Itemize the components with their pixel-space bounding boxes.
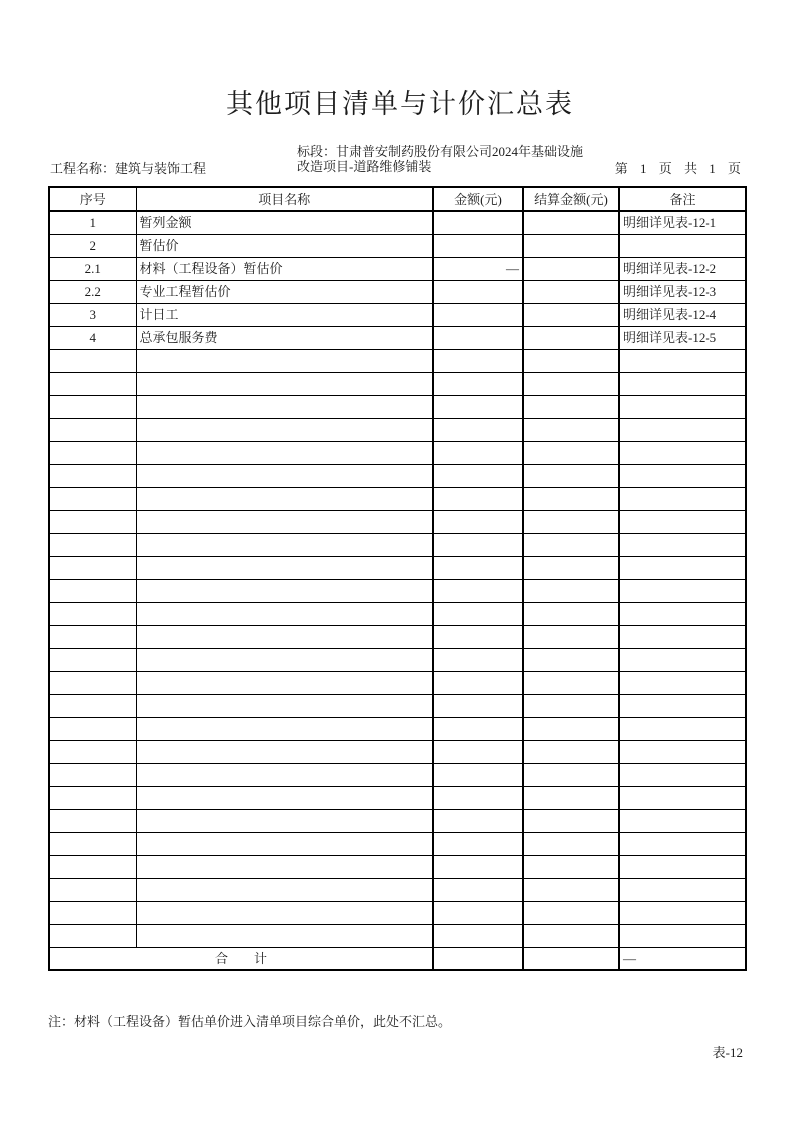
summary-table	[48, 186, 747, 971]
cell-remark	[619, 349, 746, 372]
empty-table-row	[49, 372, 746, 395]
cell-no: 2.1	[49, 257, 136, 280]
cell-amount	[433, 809, 523, 832]
cell-name	[136, 717, 433, 740]
cell-name	[136, 901, 433, 924]
cell-remark	[619, 878, 746, 901]
cell-remark	[619, 625, 746, 648]
cell-amount: —	[433, 257, 523, 280]
empty-table-row	[49, 510, 746, 533]
cell-remark	[619, 924, 746, 947]
cell-remark	[619, 832, 746, 855]
cell-name	[136, 510, 433, 533]
cell-no: 4	[49, 326, 136, 349]
col-header-remark: 备注	[619, 187, 746, 211]
cell-settlement	[523, 924, 619, 947]
project-name-label: 工程名称：建筑与装饰工程	[50, 161, 207, 176]
empty-table-row	[49, 878, 746, 901]
cell-remark	[619, 901, 746, 924]
cell-settlement	[523, 510, 619, 533]
empty-table-row	[49, 648, 746, 671]
cell-name	[136, 464, 433, 487]
cell-no	[49, 602, 136, 625]
cell-amount	[433, 740, 523, 763]
cell-settlement	[523, 257, 619, 280]
cell-settlement	[523, 786, 619, 809]
empty-table-row	[49, 487, 746, 510]
cell-settlement	[523, 349, 619, 372]
cell-name	[136, 648, 433, 671]
cell-no	[49, 441, 136, 464]
cell-no: 3	[49, 303, 136, 326]
empty-table-row	[49, 809, 746, 832]
cell-name	[136, 372, 433, 395]
empty-table-row	[49, 395, 746, 418]
cell-settlement	[523, 280, 619, 303]
cell-amount	[433, 280, 523, 303]
cell-remark: 明细详见表-12-5	[619, 326, 746, 349]
cell-settlement	[523, 326, 619, 349]
empty-table-row	[49, 832, 746, 855]
empty-table-row	[49, 602, 746, 625]
cell-amount	[433, 602, 523, 625]
cell-amount	[433, 717, 523, 740]
cell-settlement	[523, 234, 619, 257]
cell-name: 材料（工程设备）暂估价	[136, 257, 433, 280]
section-line2: 改造项目-道路维修铺装	[297, 159, 432, 174]
cell-remark	[619, 763, 746, 786]
cell-name	[136, 441, 433, 464]
footnote: 注：材料（工程设备）暂估单价进入清单项目综合单价，此处不汇总。	[48, 1014, 452, 1029]
cell-no	[49, 763, 136, 786]
cell-settlement	[523, 395, 619, 418]
cell-amount	[433, 786, 523, 809]
total-settlement	[523, 947, 619, 970]
cell-no	[49, 625, 136, 648]
cell-name	[136, 395, 433, 418]
cell-no	[49, 418, 136, 441]
cell-no	[49, 395, 136, 418]
cell-remark	[619, 694, 746, 717]
cell-name	[136, 763, 433, 786]
meta-header	[48, 144, 745, 178]
cell-name	[136, 671, 433, 694]
cell-remark	[619, 533, 746, 556]
cell-remark	[619, 372, 746, 395]
cell-no	[49, 533, 136, 556]
cell-remark	[619, 579, 746, 602]
empty-table-row	[49, 464, 746, 487]
empty-table-row	[49, 441, 746, 464]
table-row	[49, 303, 746, 326]
empty-table-row	[49, 671, 746, 694]
cell-no: 2	[49, 234, 136, 257]
cell-settlement	[523, 602, 619, 625]
cell-remark	[619, 648, 746, 671]
cell-settlement	[523, 740, 619, 763]
cell-amount	[433, 924, 523, 947]
total-remark: —	[619, 947, 746, 970]
cell-no	[49, 464, 136, 487]
cell-amount	[433, 832, 523, 855]
cell-amount	[433, 878, 523, 901]
cell-settlement	[523, 372, 619, 395]
cell-amount	[433, 855, 523, 878]
cell-remark	[619, 740, 746, 763]
empty-table-row	[49, 763, 746, 786]
cell-amount	[433, 510, 523, 533]
col-header-no: 序号	[49, 187, 136, 211]
cell-name: 专业工程暂估价	[136, 280, 433, 303]
cell-settlement	[523, 878, 619, 901]
cell-name	[136, 487, 433, 510]
cell-no	[49, 556, 136, 579]
cell-remark: 明细详见表-12-3	[619, 280, 746, 303]
cell-settlement	[523, 671, 619, 694]
cell-remark	[619, 510, 746, 533]
empty-table-row	[49, 349, 746, 372]
cell-amount	[433, 901, 523, 924]
table-row	[49, 280, 746, 303]
cell-name	[136, 418, 433, 441]
cell-remark: 明细详见表-12-1	[619, 211, 746, 234]
section-label	[297, 144, 583, 174]
cell-remark	[619, 395, 746, 418]
empty-table-row	[49, 717, 746, 740]
cell-remark	[619, 717, 746, 740]
total-amount	[433, 947, 523, 970]
cell-name	[136, 694, 433, 717]
cell-name: 计日工	[136, 303, 433, 326]
cell-no	[49, 671, 136, 694]
cell-amount	[433, 694, 523, 717]
cell-amount	[433, 487, 523, 510]
cell-no	[49, 832, 136, 855]
cell-remark	[619, 671, 746, 694]
cell-settlement	[523, 464, 619, 487]
empty-table-row	[49, 924, 746, 947]
cell-remark	[619, 441, 746, 464]
form-number: 表-12	[712, 1045, 743, 1060]
table-body	[49, 211, 746, 947]
empty-table-row	[49, 533, 746, 556]
cell-name	[136, 786, 433, 809]
cell-remark	[619, 786, 746, 809]
table-row	[49, 234, 746, 257]
cell-settlement	[523, 625, 619, 648]
cell-no	[49, 487, 136, 510]
cell-settlement	[523, 487, 619, 510]
cell-settlement	[523, 418, 619, 441]
cell-amount	[433, 349, 523, 372]
cell-amount	[433, 211, 523, 234]
cell-name	[136, 878, 433, 901]
cell-amount	[433, 303, 523, 326]
cell-name	[136, 855, 433, 878]
cell-no	[49, 349, 136, 372]
cell-amount	[433, 579, 523, 602]
cell-no: 2.2	[49, 280, 136, 303]
empty-table-row	[49, 855, 746, 878]
cell-no	[49, 740, 136, 763]
empty-table-row	[49, 901, 746, 924]
cell-settlement	[523, 303, 619, 326]
total-label: 合 计	[49, 947, 433, 970]
cell-name: 总承包服务费	[136, 326, 433, 349]
cell-settlement	[523, 901, 619, 924]
cell-amount	[433, 418, 523, 441]
cell-amount	[433, 625, 523, 648]
cell-amount	[433, 234, 523, 257]
table-row	[49, 257, 746, 280]
cell-amount	[433, 464, 523, 487]
table-row	[49, 326, 746, 349]
cell-no	[49, 510, 136, 533]
cell-name	[136, 579, 433, 602]
cell-settlement	[523, 556, 619, 579]
cell-name	[136, 832, 433, 855]
col-header-settlement: 结算金额(元)	[523, 187, 619, 211]
page-title: 其他项目清单与计价汇总表	[226, 89, 574, 119]
cell-remark	[619, 855, 746, 878]
empty-table-row	[49, 625, 746, 648]
cell-remark	[619, 464, 746, 487]
empty-table-row	[49, 579, 746, 602]
cell-settlement	[523, 441, 619, 464]
cell-settlement	[523, 763, 619, 786]
cell-remark	[619, 809, 746, 832]
cell-amount	[433, 533, 523, 556]
empty-table-row	[49, 556, 746, 579]
cell-amount	[433, 671, 523, 694]
cell-settlement	[523, 579, 619, 602]
cell-no	[49, 694, 136, 717]
table-row	[49, 211, 746, 234]
cell-no	[49, 786, 136, 809]
cell-no	[49, 855, 136, 878]
empty-table-row	[49, 694, 746, 717]
cell-no	[49, 901, 136, 924]
cell-name	[136, 740, 433, 763]
cell-remark	[619, 234, 746, 257]
cell-remark	[619, 602, 746, 625]
cell-name	[136, 809, 433, 832]
cell-settlement	[523, 855, 619, 878]
cell-no	[49, 648, 136, 671]
cell-no	[49, 579, 136, 602]
section-line1: 标段：甘肃普安制药股份有限公司2024年基础设施	[297, 144, 584, 159]
cell-no	[49, 924, 136, 947]
cell-settlement	[523, 648, 619, 671]
cell-name	[136, 533, 433, 556]
cell-name	[136, 924, 433, 947]
empty-table-row	[49, 418, 746, 441]
cell-settlement	[523, 533, 619, 556]
cell-name	[136, 625, 433, 648]
cell-no	[49, 809, 136, 832]
cell-settlement	[523, 211, 619, 234]
empty-table-row	[49, 740, 746, 763]
page-number: 第 1 页 共 1 页	[614, 161, 741, 176]
total-row	[49, 947, 746, 970]
cell-amount	[433, 556, 523, 579]
cell-amount	[433, 648, 523, 671]
cell-remark: 明细详见表-12-2	[619, 257, 746, 280]
cell-name	[136, 556, 433, 579]
cell-amount	[433, 763, 523, 786]
cell-name	[136, 349, 433, 372]
col-header-name: 项目名称	[136, 187, 433, 211]
cell-no	[49, 878, 136, 901]
cell-settlement	[523, 832, 619, 855]
cell-settlement	[523, 809, 619, 832]
cell-amount	[433, 372, 523, 395]
cell-amount	[433, 326, 523, 349]
cell-settlement	[523, 694, 619, 717]
cell-name: 暂列金额	[136, 211, 433, 234]
empty-table-row	[49, 786, 746, 809]
cell-no: 1	[49, 211, 136, 234]
cell-name: 暂估价	[136, 234, 433, 257]
cell-name	[136, 602, 433, 625]
cell-remark: 明细详见表-12-4	[619, 303, 746, 326]
cell-remark	[619, 556, 746, 579]
cell-amount	[433, 441, 523, 464]
cell-amount	[433, 395, 523, 418]
cell-remark	[619, 418, 746, 441]
cell-no	[49, 717, 136, 740]
table-header-row	[49, 187, 746, 211]
cell-settlement	[523, 717, 619, 740]
col-header-amount: 金额(元)	[433, 187, 523, 211]
cell-no	[49, 372, 136, 395]
cell-remark	[619, 487, 746, 510]
